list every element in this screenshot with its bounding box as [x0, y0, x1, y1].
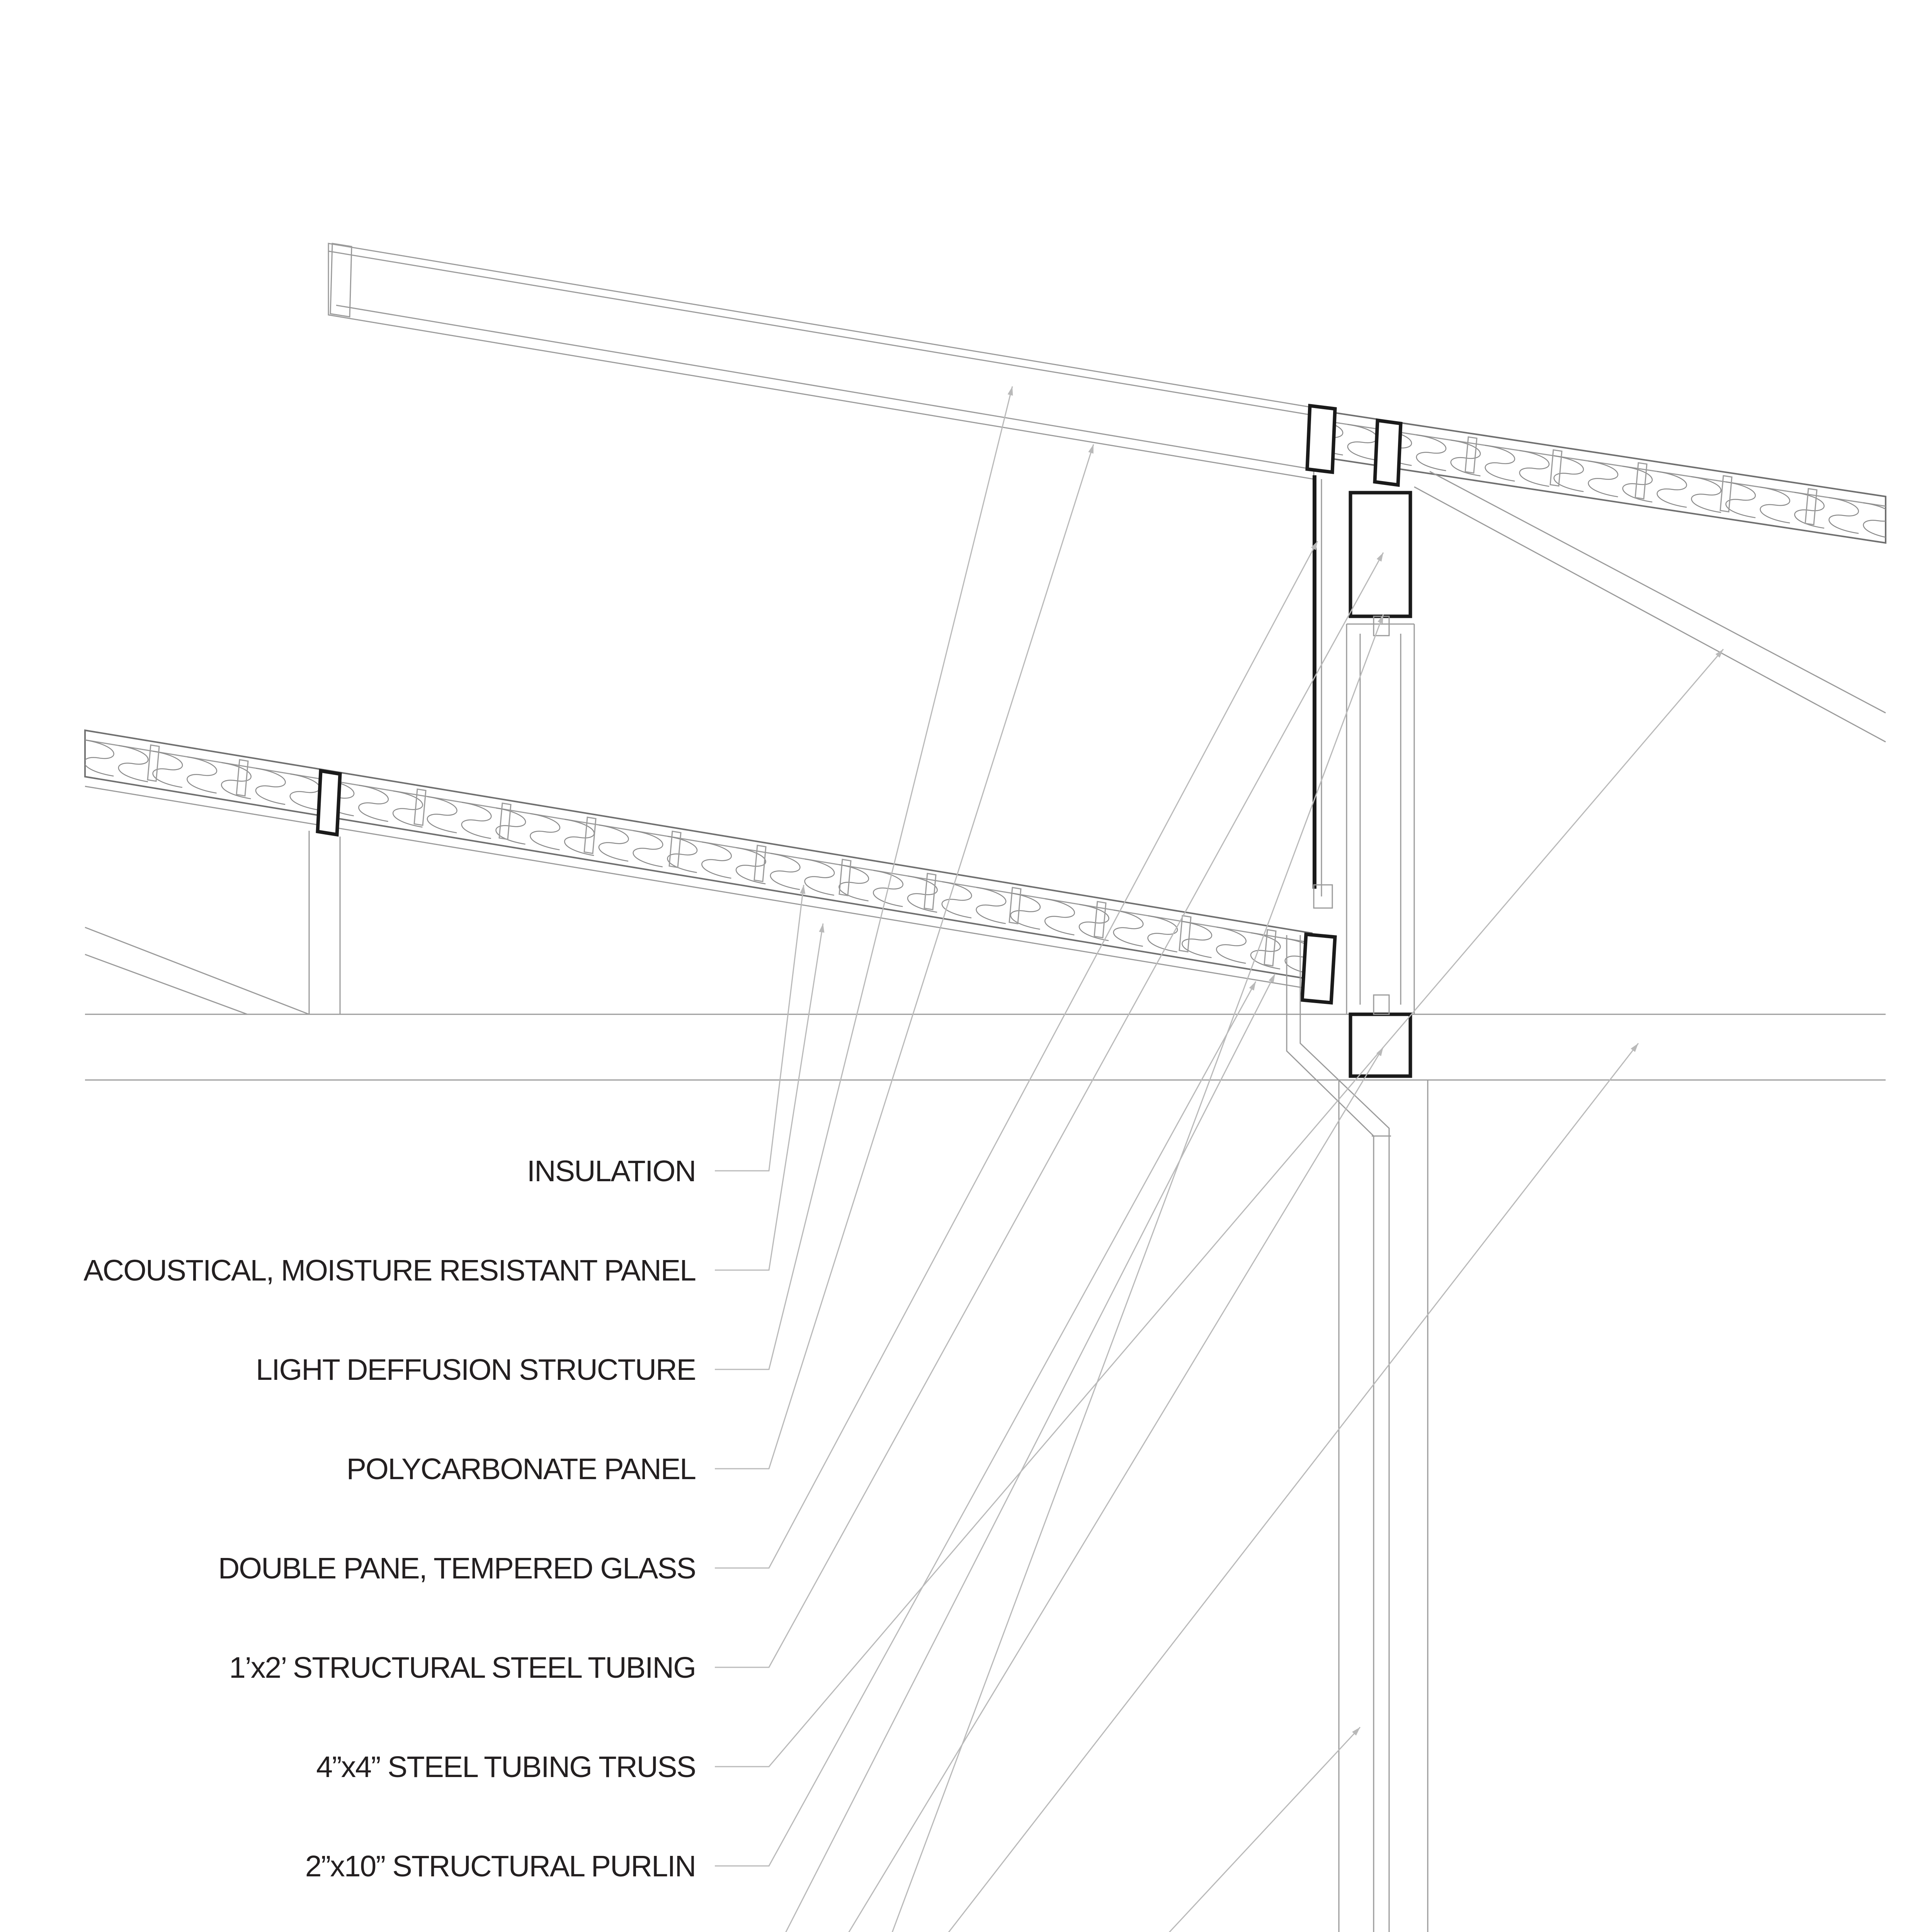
leader-arrowhead	[800, 885, 805, 894]
insulation-batt	[393, 791, 423, 827]
insulation-batt	[187, 757, 217, 793]
label-insulation: INSULATION	[527, 1155, 696, 1188]
label-4x4-truss-upper: 4”x4” STEEL TUBING TRUSS	[316, 1750, 696, 1784]
clerestory-wall	[1302, 406, 1414, 1076]
insulation-batt	[1657, 471, 1687, 507]
leader-arrowhead	[819, 923, 824, 933]
insulation-batt	[256, 768, 286, 804]
insulation-batt	[942, 882, 972, 918]
label-tempered-glass: DOUBLE PANE, TEMPERED GLASS	[218, 1552, 696, 1585]
insulation-batt	[1829, 498, 1859, 534]
label-1x2-steel-tubing: 1’x2’ STRUCTURAL STEEL TUBING	[229, 1651, 696, 1684]
ceiling-lines	[85, 1014, 1886, 1080]
insulation-batt	[770, 854, 800, 890]
lower-insulation-batts	[84, 740, 1315, 975]
leader-line	[715, 974, 1275, 1932]
light-diffusion-structure	[328, 243, 1314, 479]
leader-arrowhead	[1249, 981, 1256, 991]
insulation-batt	[1588, 461, 1618, 497]
insulation-batt	[633, 831, 663, 867]
insulation-batt	[1485, 446, 1515, 481]
leader-line	[715, 981, 1256, 1866]
label-list	[83, 1155, 696, 1932]
insulation-batt	[1416, 435, 1446, 471]
insulation-batt	[565, 819, 594, 855]
insulation-batt	[1691, 477, 1721, 513]
leader-line	[715, 885, 804, 1171]
insulation-batt	[1760, 487, 1790, 523]
label-light-diffusion-structure: LIGHT DEFFUSION STRUCTURE	[256, 1353, 696, 1386]
insulation-batt	[976, 888, 1006, 924]
leader-line	[715, 1047, 1383, 1932]
purlin-main	[318, 771, 340, 835]
leader-line	[715, 553, 1383, 1667]
insulation-batt	[462, 802, 492, 838]
insulation-batt	[1045, 899, 1075, 935]
leader-arrowhead	[1008, 386, 1013, 396]
insulation-batt	[599, 825, 629, 861]
insulation-batt	[530, 814, 560, 850]
leader-arrowhead	[1269, 974, 1275, 983]
label-acoustical-panel: ACOUSTICAL, MOISTURE RESISTANT PANEL	[83, 1254, 696, 1287]
insulation-batt	[1348, 424, 1378, 460]
leader-line	[715, 614, 1383, 1932]
leader-line	[715, 541, 1318, 1568]
insulation-batt	[427, 797, 457, 833]
insulation-batt	[805, 859, 835, 895]
lower-roof-assembly	[84, 730, 1315, 1014]
insulation-batt	[290, 774, 320, 810]
insulation-batt	[359, 785, 388, 821]
insulation-batt	[1794, 492, 1824, 528]
leader-arrowhead	[1088, 444, 1094, 454]
insulation-batt	[702, 842, 731, 878]
steel-column	[1339, 1080, 1428, 1932]
insulation-batt	[1216, 927, 1246, 963]
label-polycarbonate-panel: POLYCARBONATE PANEL	[346, 1452, 696, 1486]
insulation-batt	[84, 740, 114, 776]
insulation-batt	[1863, 503, 1893, 539]
insulation-batt	[119, 746, 148, 782]
leader-lines	[715, 386, 1723, 1932]
leader-line	[715, 386, 1012, 1369]
insulation-batt	[839, 865, 869, 901]
insulation-batt	[736, 848, 766, 884]
leader-line	[715, 649, 1723, 1767]
insulation-batt	[1010, 893, 1040, 929]
insulation-batt	[1182, 922, 1212, 958]
insulation-batt	[1519, 451, 1549, 486]
label-2x10-purlin: 2”x10” STRUCTURAL PURLIN	[305, 1850, 696, 1883]
leader-line	[715, 1727, 1360, 1932]
